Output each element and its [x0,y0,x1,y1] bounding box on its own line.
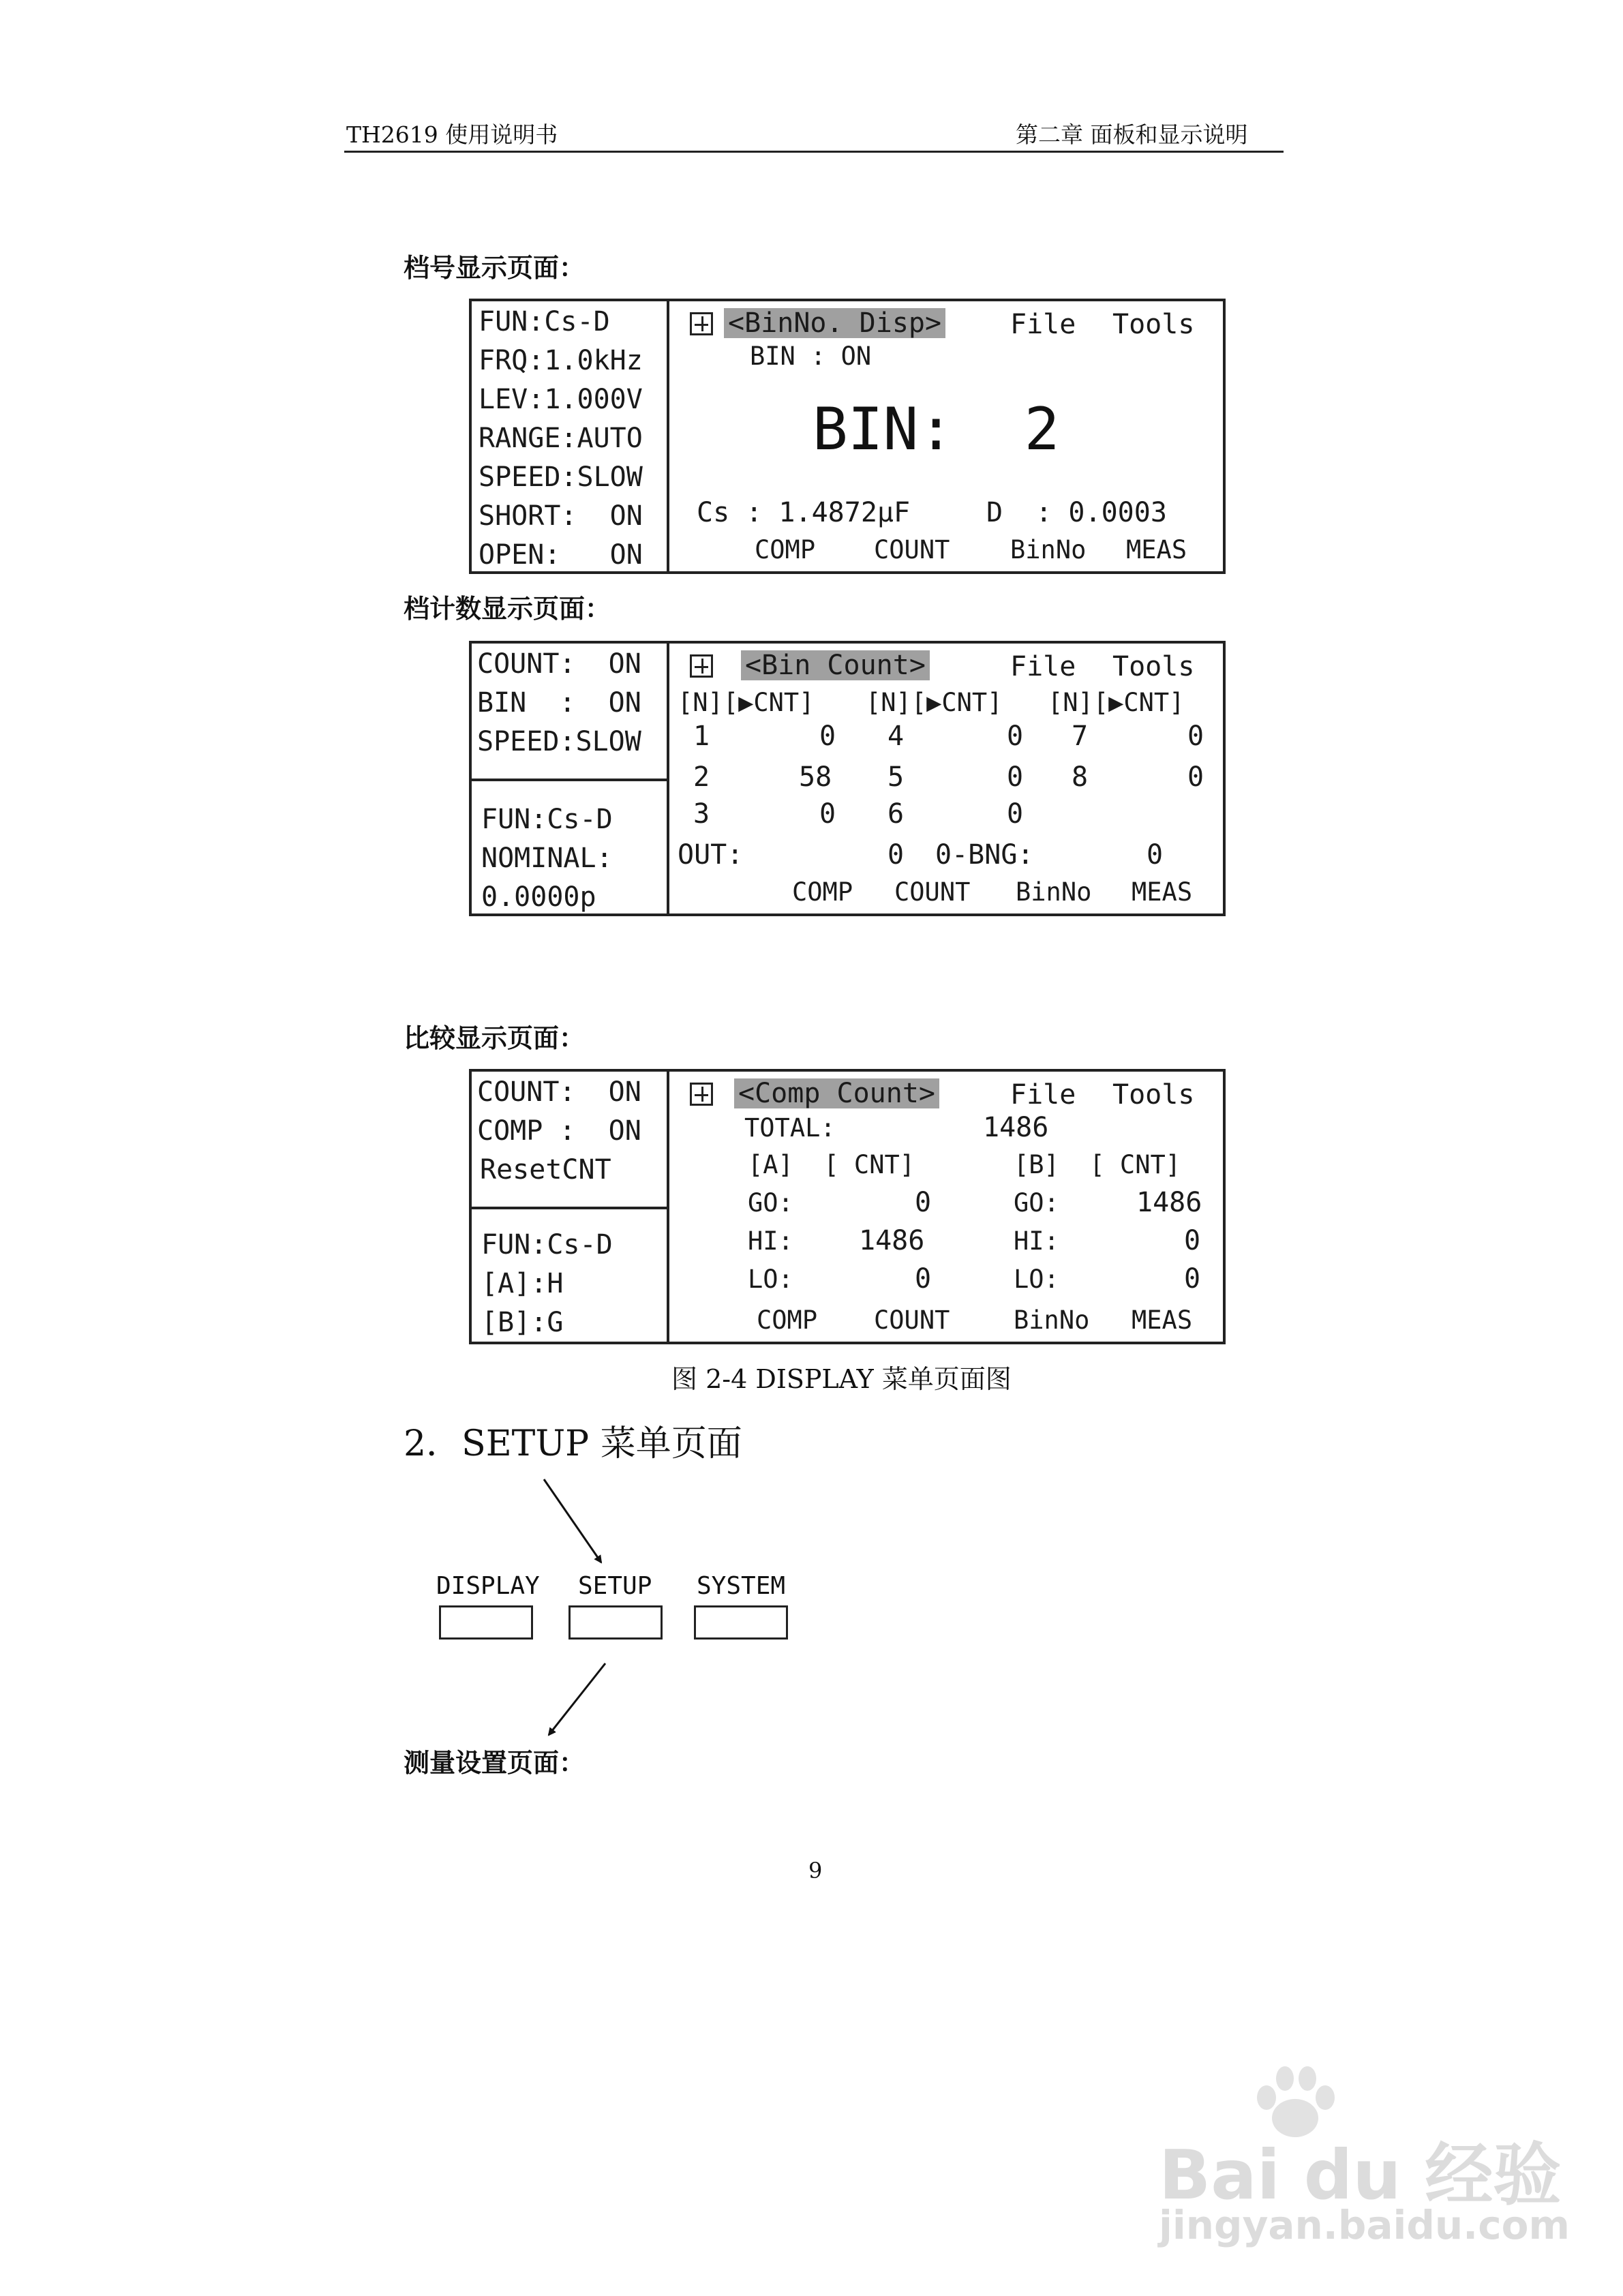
col-header-1: [N][▶CNT] [678,688,815,717]
bin-n-1: 1 [693,721,710,752]
section-title: 2．SETUP 菜单页面 [404,1423,742,1464]
caption-bin-no: 档号显示页面： [404,253,586,283]
out-value: 0 [888,839,905,871]
softkey-binno[interactable]: BinNo [1016,877,1092,907]
row-lo-b: 0 [1184,1263,1201,1295]
bin-cnt-2: 58 [799,761,832,793]
left-bottom-line-2: [A]:H [481,1268,564,1299]
left-line-6: SHORT: ON [479,500,643,532]
left-bottom-line-2: NOMINAL: [481,843,613,874]
row-hi-label-b: HI: [1014,1226,1059,1256]
bin-cnt-5: 0 [1007,761,1024,793]
bin-n-8: 8 [1072,761,1089,793]
watermark-brand: Bai du 经验 [1159,2135,1562,2215]
left-line-7: OPEN: ON [479,539,643,571]
arrow-to-setup [544,1479,601,1562]
bng-value: 0 [1147,839,1164,871]
left-top-line-3: ResetCNT [480,1154,611,1185]
col-header-3: [N][▶CNT] [1048,688,1185,717]
figure-caption: 图 2-4 DISPLAY 菜单页面图 [671,1364,1012,1394]
softkey-meas[interactable]: MEAS [1132,1305,1193,1335]
softkey-meas[interactable]: MEAS [1126,535,1187,564]
softkey-count[interactable]: COUNT [894,877,971,907]
setup-key[interactable] [568,1605,663,1640]
bin-cnt-4: 0 [1007,721,1024,752]
menu-tools[interactable]: Tools [1112,651,1195,682]
left-top-line-1: COUNT: ON [477,648,641,680]
left-bottom-line-1: FUN:Cs-D [481,804,613,835]
left-line-5: SPEED:SLOW [479,462,643,493]
bin-n-5: 5 [888,761,905,793]
left-line-1: FUN:Cs-D [479,306,610,337]
bng-label: 0-BNG: [935,839,1034,871]
softkey-binno[interactable]: BinNo [1010,535,1087,564]
left-top-line-3: SPEED:SLOW [477,726,641,757]
a-header: [A] [ CNT] [748,1150,915,1179]
page-title[interactable]: <Comp Count> [734,1078,939,1108]
col-header-2: [N][▶CNT] [866,688,1003,717]
total-value: 1486 [983,1112,1049,1143]
caption-measure-setup: 测量设置页面： [404,1748,586,1778]
menu-file[interactable]: File [1010,1079,1076,1111]
softkey-count[interactable]: COUNT [874,535,950,564]
bin-n-7: 7 [1072,721,1089,752]
left-top-line-2: COMP : ON [477,1115,641,1147]
bin-cnt-8: 0 [1187,761,1204,793]
bin-number-display: BIN: 2 [813,395,1060,464]
row-go-label-a: GO: [748,1188,793,1218]
system-key[interactable] [694,1605,788,1640]
page-title[interactable]: <BinNo. Disp> [724,308,945,338]
key-label-setup: SETUP [578,1572,652,1600]
bin-n-3: 3 [693,798,710,830]
left-line-3: LEV:1.000V [479,384,643,415]
key-label-display: DISPLAY [436,1572,540,1600]
total-label: TOTAL: [744,1113,836,1143]
row-hi-a: 1486 [859,1225,925,1256]
row-lo-label-b: LO: [1014,1265,1059,1294]
row-lo-a: 0 [915,1263,932,1295]
bin-cnt-6: 0 [1007,798,1024,830]
bin-cnt-3: 0 [819,798,836,830]
softkey-meas[interactable]: MEAS [1132,877,1193,907]
bin-n-2: 2 [693,761,710,793]
page-number: 9 [808,1858,823,1884]
left-bottom-line-1: FUN:Cs-D [481,1229,613,1260]
key-label-system: SYSTEM [697,1572,786,1600]
softkey-comp[interactable]: COMP [792,877,853,907]
bin-cnt-7: 0 [1187,721,1204,752]
watermark-url: jingyan.baidu.com [1159,2202,1570,2248]
softkey-binno[interactable]: BinNo [1014,1305,1090,1335]
left-line-4: RANGE:AUTO [479,423,643,454]
softkey-comp[interactable]: COMP [755,535,816,564]
cs-reading: Cs : 1.4872μF [697,497,911,528]
header-left: TH2619 使用说明书 [346,121,558,148]
left-top-line-1: COUNT: ON [477,1076,641,1108]
out-label: OUT: [678,839,744,871]
bin-status: BIN : ON [750,342,872,371]
softkey-comp[interactable]: COMP [757,1305,818,1335]
caption-bin-count: 档计数显示页面： [404,594,611,624]
row-lo-label-a: LO: [748,1265,793,1294]
caption-comp: 比较显示页面： [404,1023,586,1053]
bin-cnt-1: 0 [819,721,836,752]
menu-tools[interactable]: Tools [1112,1079,1195,1111]
page-title[interactable]: <Bin Count> [741,650,930,680]
b-header: [B] [ CNT] [1014,1150,1181,1179]
row-hi-label-a: HI: [748,1226,793,1256]
left-line-2: FRQ:1.0kHz [479,345,643,376]
left-bottom-line-3: 0.0000p [481,881,596,913]
header-right: 第二章 面板和显示说明 [1016,121,1248,148]
menu-file[interactable]: File [1010,651,1076,682]
left-top-line-2: BIN : ON [477,687,641,719]
d-reading: D : 0.0003 [986,497,1167,528]
arrow-to-measure [549,1663,605,1735]
menu-tools[interactable]: Tools [1112,309,1195,340]
softkey-count[interactable]: COUNT [874,1305,950,1335]
left-bottom-line-3: [B]:G [481,1307,564,1338]
bin-n-6: 6 [888,798,905,830]
row-go-a: 0 [915,1187,932,1218]
bin-n-4: 4 [888,721,905,752]
row-hi-b: 0 [1184,1225,1201,1256]
menu-file[interactable]: File [1010,309,1076,340]
display-key[interactable] [439,1605,533,1640]
row-go-b: 1486 [1136,1187,1202,1218]
row-go-label-b: GO: [1014,1188,1059,1218]
